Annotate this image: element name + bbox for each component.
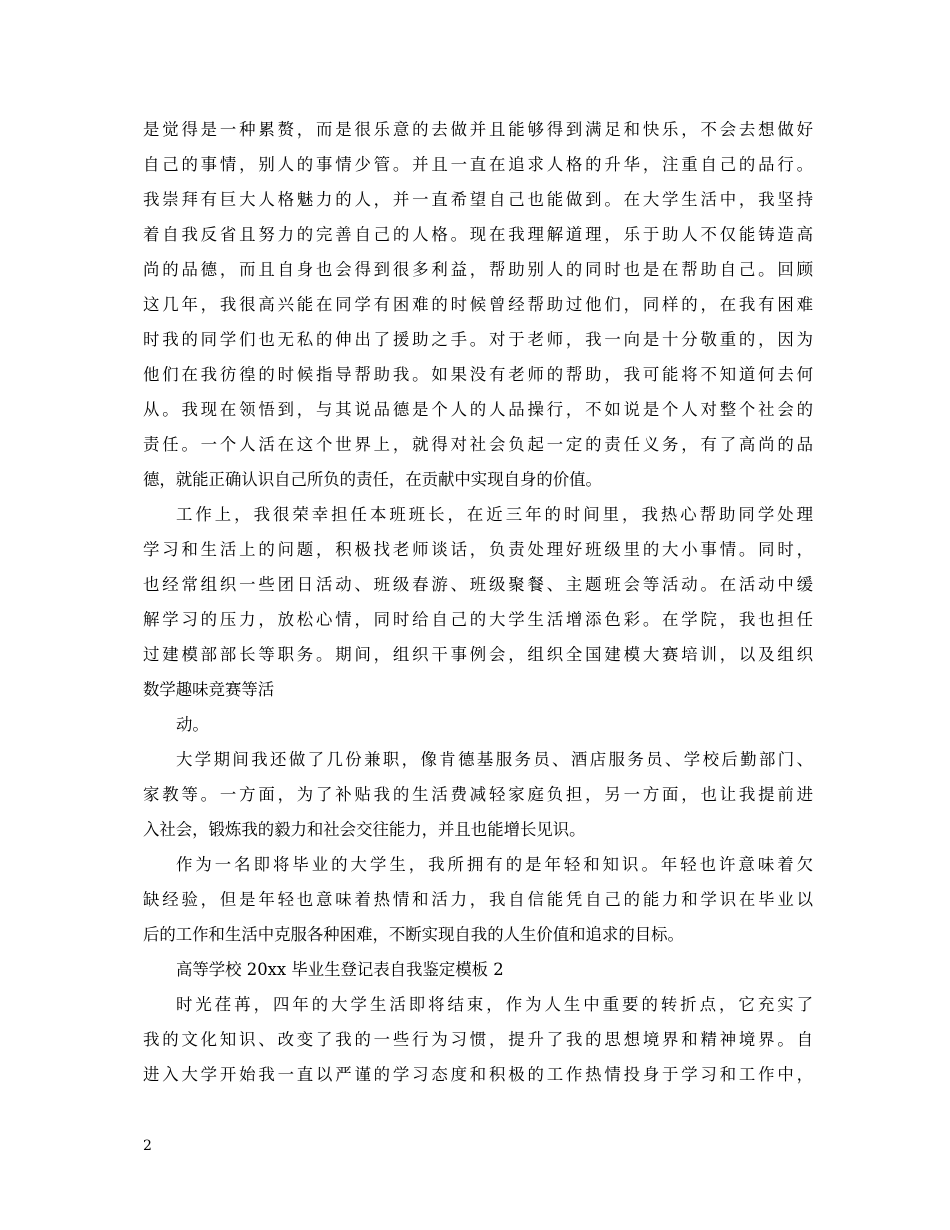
text-line: 着自我反省且努力的完善自己的人格。现在我理解道理，乐于助人不仅能铸造高 <box>143 225 813 244</box>
text-line: 德，就能正确认识自己所负的责任，在贡献中实现自身的价值。 <box>143 470 602 489</box>
text-line: 他们在我彷徨的时候指导帮助我。如果没有老师的帮助，我可能将不知道何去何 <box>143 365 813 384</box>
text-line: 自己的事情，别人的事情少管。并且一直在追求人格的升华，注重自己的品行。 <box>143 155 813 174</box>
text-line: 我的文化知识、改变了我的一些行为习惯，提升了我的思想境界和精神境界。自 <box>143 1030 813 1049</box>
text-line: 从。我现在领悟到，与其说品德是个人的人品操行，不如说是个人对整个社会的 <box>143 400 813 419</box>
text-line: 高等学校 20xx 毕业生登记表自我鉴定模板 2 <box>176 960 504 979</box>
text-line: 动。 <box>176 715 209 734</box>
text-line: 这几年，我很高兴能在同学有困难的时候曾经帮助过他们，同样的，在我有困难 <box>143 295 813 314</box>
body-text <box>143 112 813 1092</box>
text-line: 解学习的压力，放松心情，同时给自己的大学生活增添色彩。在学院，我也担任 <box>143 610 813 629</box>
text-line: 数学趣味竞赛等活 <box>143 680 275 699</box>
text-line: 尚的品德，而且自身也会得到很多利益，帮助别人的同时也是在帮助自己。回顾 <box>143 260 813 279</box>
text-line: 责任。一个人活在这个世界上，就得对社会负起一定的责任义务，有了高尚的品 <box>143 435 813 454</box>
text-line: 也经常组织一些团日活动、班级春游、班级聚餐、主题班会等活动。在活动中缓 <box>143 575 813 594</box>
text-line: 是觉得是一种累赘，而是很乐意的去做并且能够得到满足和快乐，不会去想做好 <box>143 120 813 139</box>
text-line: 入社会，锻炼我的毅力和社会交往能力，并且也能增长见识。 <box>143 820 586 839</box>
text-line: 时我的同学们也无私的伸出了援助之手。对于老师，我一向是十分敬重的，因为 <box>143 330 813 349</box>
text-line: 大学期间我还做了几份兼职，像肯德基服务员、酒店服务员、学校后勤部门、 <box>176 750 813 769</box>
text-line: 进入大学开始我一直以严谨的学习态度和积极的工作热情投身于学习和工作中， <box>143 1065 813 1084</box>
text-line: 时光荏苒，四年的大学生活即将结束，作为人生中重要的转折点，它充实了 <box>176 995 813 1014</box>
text-line: 缺经验，但是年轻也意味着热情和活力，我自信能凭自己的能力和学识在毕业以 <box>143 890 813 909</box>
text-line: 过建模部部长等职务。期间，组织干事例会，组织全国建模大赛培训，以及组织 <box>143 645 813 664</box>
text-line: 作为一名即将毕业的大学生，我所拥有的是年轻和知识。年轻也许意味着欠 <box>176 855 813 874</box>
text-line: 学习和生活上的问题，积极找老师谈话，负责处理好班级里的大小事情。同时， <box>143 540 813 559</box>
page-number: 2 <box>143 1138 152 1154</box>
text-line: 工作上，我很荣幸担任本班班长，在近三年的时间里，我热心帮助同学处理 <box>176 505 813 524</box>
text-line: 后的工作和生活中克服各种困难，不断实现自我的人生价值和追求的目标。 <box>143 925 684 944</box>
text-line: 我崇拜有巨大人格魅力的人，并一直希望自己也能做到。在大学生活中，我坚持 <box>143 190 813 209</box>
text-line: 家教等。一方面，为了补贴我的生活费减轻家庭负担，另一方面，也让我提前进 <box>143 785 813 804</box>
